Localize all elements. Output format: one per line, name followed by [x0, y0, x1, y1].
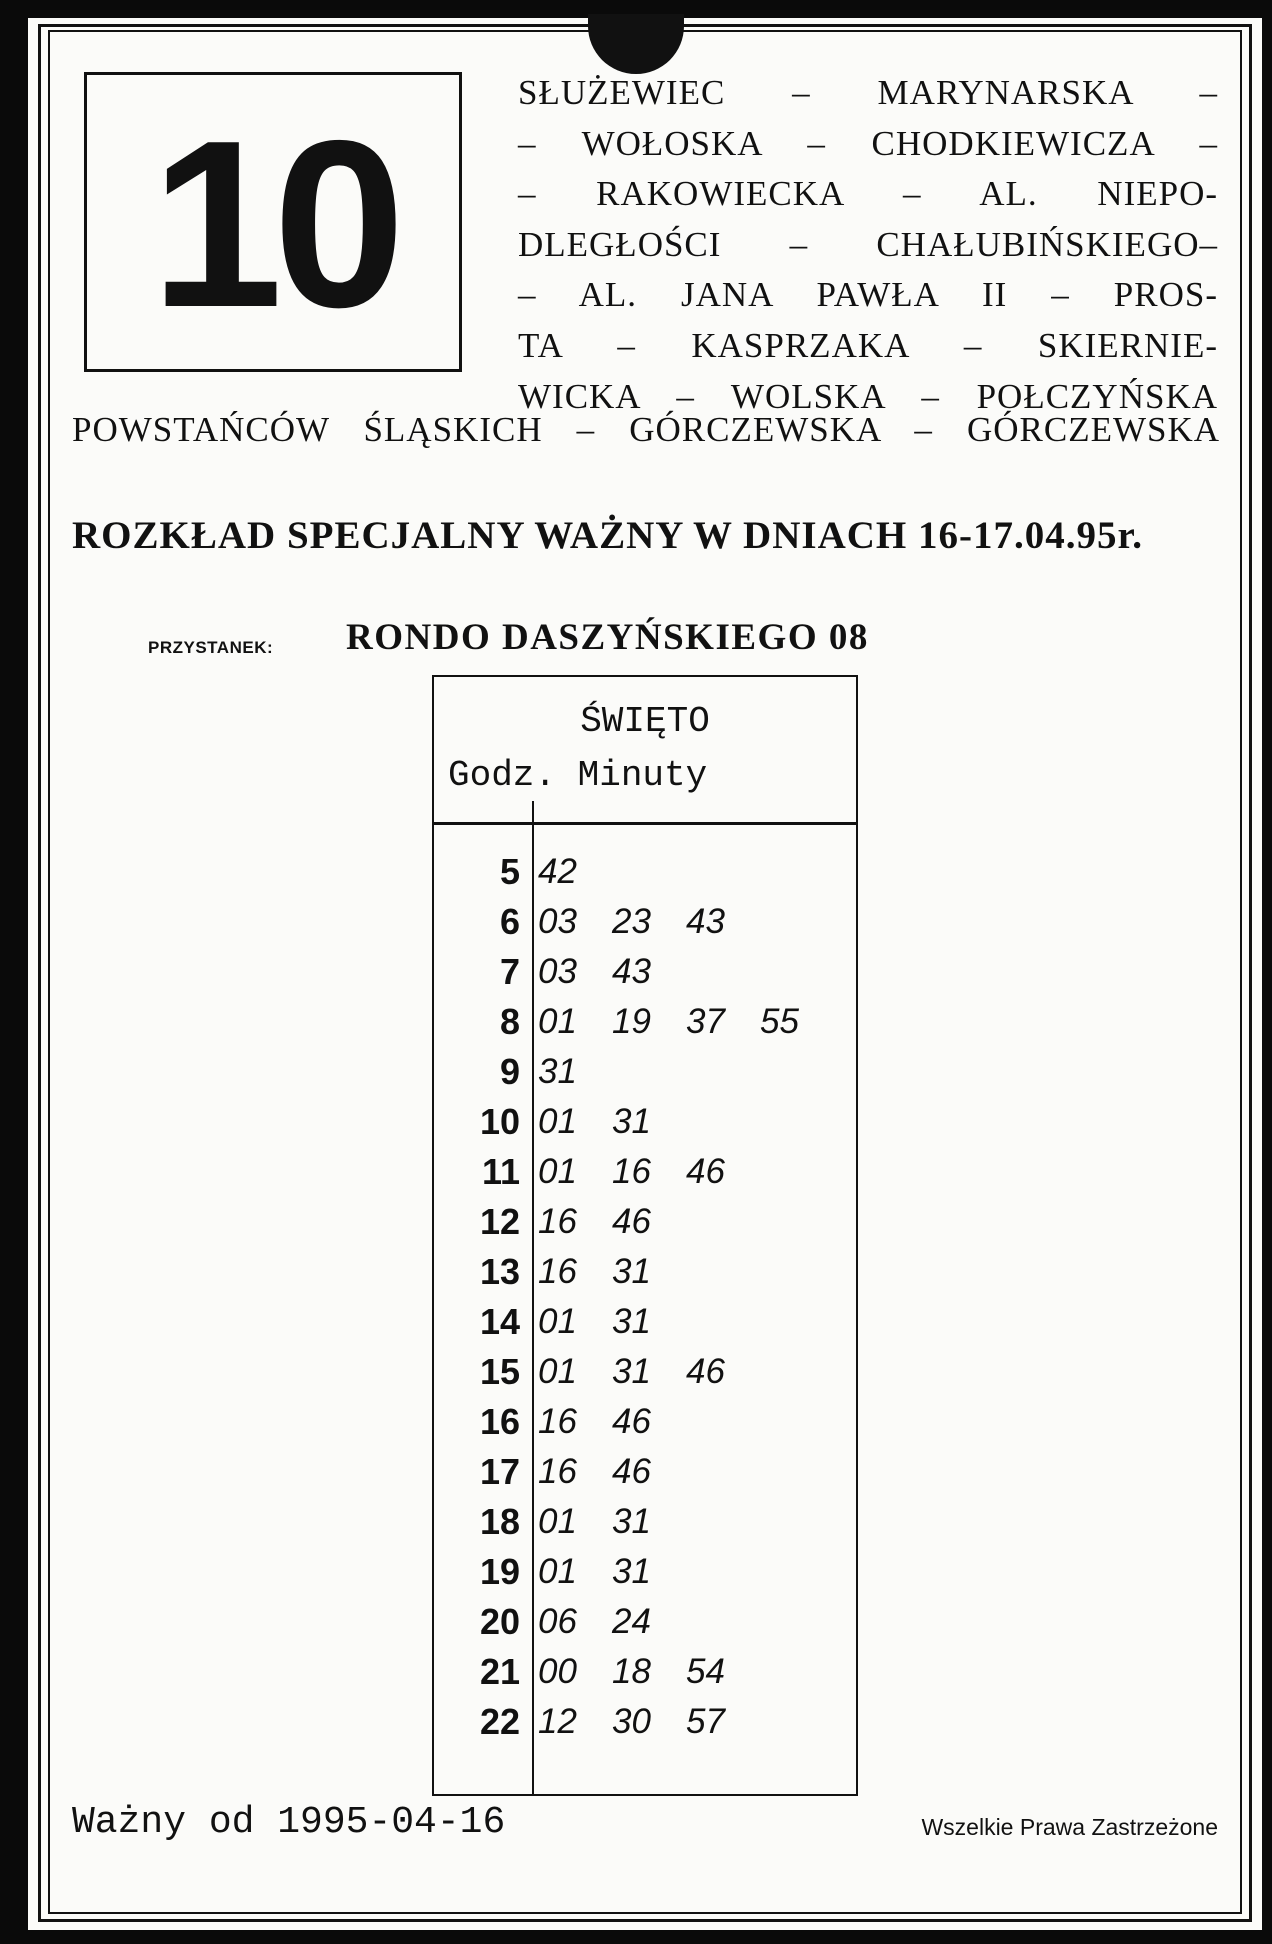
day-type: ŚWIĘTO: [580, 701, 710, 742]
departure-minute: 46: [686, 1152, 725, 1191]
stop-label: PRZYSTANEK:: [148, 638, 274, 657]
departure-minute: 19: [612, 1002, 651, 1041]
departure-minute: 46: [612, 1402, 651, 1441]
departure-minute: 24: [612, 1602, 651, 1641]
route-line: – AL. JANA PAWŁA II – PROS-: [518, 275, 1218, 315]
minutes-cell: [524, 1052, 612, 1092]
minutes-cell: [524, 1502, 686, 1542]
departure-minute: 01: [538, 1302, 577, 1341]
timetable-row: [434, 1597, 856, 1647]
minutes-cell: [524, 1702, 760, 1742]
route-line: POWSTAŃCÓW ŚLĄSKICH – GÓRCZEWSKA – GÓRCZEWSKA: [72, 410, 1220, 449]
stop-name: RONDO DASZYŃSKIEGO 08: [346, 617, 869, 658]
departure-minute: 37: [686, 1002, 725, 1041]
hour-cell: 12: [479, 1201, 520, 1242]
route-line: – RAKOWIECKA – AL. NIEPO-: [518, 174, 1218, 214]
departure-minute: 16: [612, 1152, 651, 1191]
hour-cell: 13: [479, 1251, 520, 1292]
timetable-row: [434, 1397, 856, 1447]
timetable-row: [434, 1047, 856, 1097]
hour-cell: 15: [479, 1351, 520, 1392]
departure-minute: 54: [686, 1652, 725, 1691]
departure-minute: 55: [760, 1002, 799, 1041]
hour-cell: 16: [479, 1401, 520, 1442]
departure-minute: 12: [538, 1702, 577, 1741]
route-line: – WOŁOSKA – CHODKIEWICZA –: [518, 123, 1218, 163]
hour-cell: 10: [479, 1101, 520, 1142]
departure-minute: 23: [612, 902, 651, 941]
hour-cell: 18: [479, 1501, 520, 1542]
timetable-row: [434, 1347, 856, 1397]
route-line: TA – KASPRZAKA – SKIERNIE-: [518, 325, 1218, 365]
hour-cell: 11: [481, 1151, 520, 1192]
departure-minute: 31: [612, 1552, 651, 1591]
timetable-row: [434, 897, 856, 947]
hour-cell: 19: [479, 1551, 520, 1592]
minutes-cell: [524, 1452, 686, 1492]
minutes-cell: [524, 902, 760, 942]
minutes-cell: [524, 1652, 760, 1692]
departure-minute: 01: [538, 1352, 577, 1391]
column-headers: Godz. Minuty: [448, 755, 708, 796]
timetable-row: [434, 1097, 856, 1147]
departure-minute: 31: [612, 1352, 651, 1391]
departure-minute: 00: [538, 1652, 577, 1691]
departure-minute: 16: [538, 1402, 577, 1441]
departure-minute: 57: [686, 1702, 725, 1741]
departure-minute: 46: [686, 1352, 725, 1391]
route-number: 10: [150, 92, 396, 357]
minutes-cell: [524, 1402, 686, 1442]
departure-minute: 31: [612, 1252, 651, 1291]
timetable-row: [434, 1497, 856, 1547]
minutes-cell: [524, 1252, 686, 1292]
departure-minute: 01: [538, 1552, 577, 1591]
special-schedule-notice: ROZKŁAD SPECJALNY WAŻNY W DNIACH 16-17.04.95r.: [72, 514, 1143, 557]
valid-from: Ważny od 1995-04-16: [72, 1801, 506, 1844]
timetable-table: [432, 675, 858, 1796]
departure-minute: 16: [538, 1252, 577, 1291]
minutes-cell: [524, 1152, 760, 1192]
departure-minute: 46: [612, 1452, 651, 1491]
minutes-cell: [524, 852, 612, 892]
departure-minute: 31: [612, 1502, 651, 1541]
departure-minute: 43: [612, 952, 651, 991]
rights-notice: Wszelkie Prawa Zastrzeżone: [921, 1814, 1218, 1840]
departure-minute: 01: [538, 1002, 577, 1041]
timetable-row: [434, 1547, 856, 1597]
departure-minute: 30: [612, 1702, 651, 1741]
departure-minute: 06: [538, 1602, 577, 1641]
hour-cell: 17: [479, 1451, 520, 1492]
hour-cell: 5: [499, 851, 520, 892]
departure-minute: 03: [538, 902, 577, 941]
departure-minute: 01: [538, 1502, 577, 1541]
departure-minute: 16: [538, 1202, 577, 1241]
timetable-row: [434, 1297, 856, 1347]
minutes-cell: [524, 1602, 686, 1642]
departure-minute: 01: [538, 1152, 577, 1191]
timetable-row: [434, 947, 856, 997]
timetable-row: [434, 1697, 856, 1747]
route-line: WICKA – WOLSKA – POŁCZYŃSKA: [518, 376, 1218, 416]
timetable-row: [434, 847, 856, 897]
hour-cell: 7: [499, 951, 520, 992]
departure-minute: 31: [612, 1102, 651, 1141]
route-line: DLEGŁOŚCI – CHAŁUBIŃSKIEGO–: [518, 224, 1218, 264]
departure-minute: 43: [686, 902, 725, 941]
timetable-row: [434, 1247, 856, 1297]
departure-minute: 03: [538, 952, 577, 991]
timetable-row: [434, 1447, 856, 1497]
minutes-cell: [524, 1302, 686, 1342]
timetable-header: [434, 677, 856, 825]
minutes-cell: [524, 952, 686, 992]
departure-minute: 42: [538, 852, 577, 891]
timetable-sheet: [28, 18, 1262, 1930]
timetable-row: [434, 1647, 856, 1697]
route-description: [518, 68, 1218, 422]
route-number-box: [84, 72, 462, 372]
timetable-row: [434, 1147, 856, 1197]
departure-minute: 31: [612, 1302, 651, 1341]
departure-minute: 16: [538, 1452, 577, 1491]
timetable-body: [434, 825, 856, 1747]
hour-cell: 9: [499, 1051, 520, 1092]
timetable-row: [434, 997, 856, 1047]
timetable-row: [434, 1197, 856, 1247]
minutes-cell: [524, 1202, 686, 1242]
hour-cell: 14: [479, 1301, 520, 1342]
departure-minute: 18: [612, 1652, 651, 1691]
minutes-cell: [524, 1352, 760, 1392]
departure-minute: 31: [538, 1052, 577, 1091]
minutes-cell: [524, 1552, 686, 1592]
departure-minute: 01: [538, 1102, 577, 1141]
hour-cell: 8: [499, 1001, 520, 1042]
hour-cell: 20: [479, 1601, 520, 1642]
hour-cell: 6: [499, 901, 520, 942]
minutes-cell: [524, 1002, 834, 1042]
hour-cell: 21: [479, 1651, 520, 1692]
hour-cell: 22: [479, 1701, 520, 1742]
route-line: SŁUŻEWIEC – MARYNARSKA –: [518, 73, 1218, 112]
departure-minute: 46: [612, 1202, 651, 1241]
minutes-cell: [524, 1102, 686, 1142]
